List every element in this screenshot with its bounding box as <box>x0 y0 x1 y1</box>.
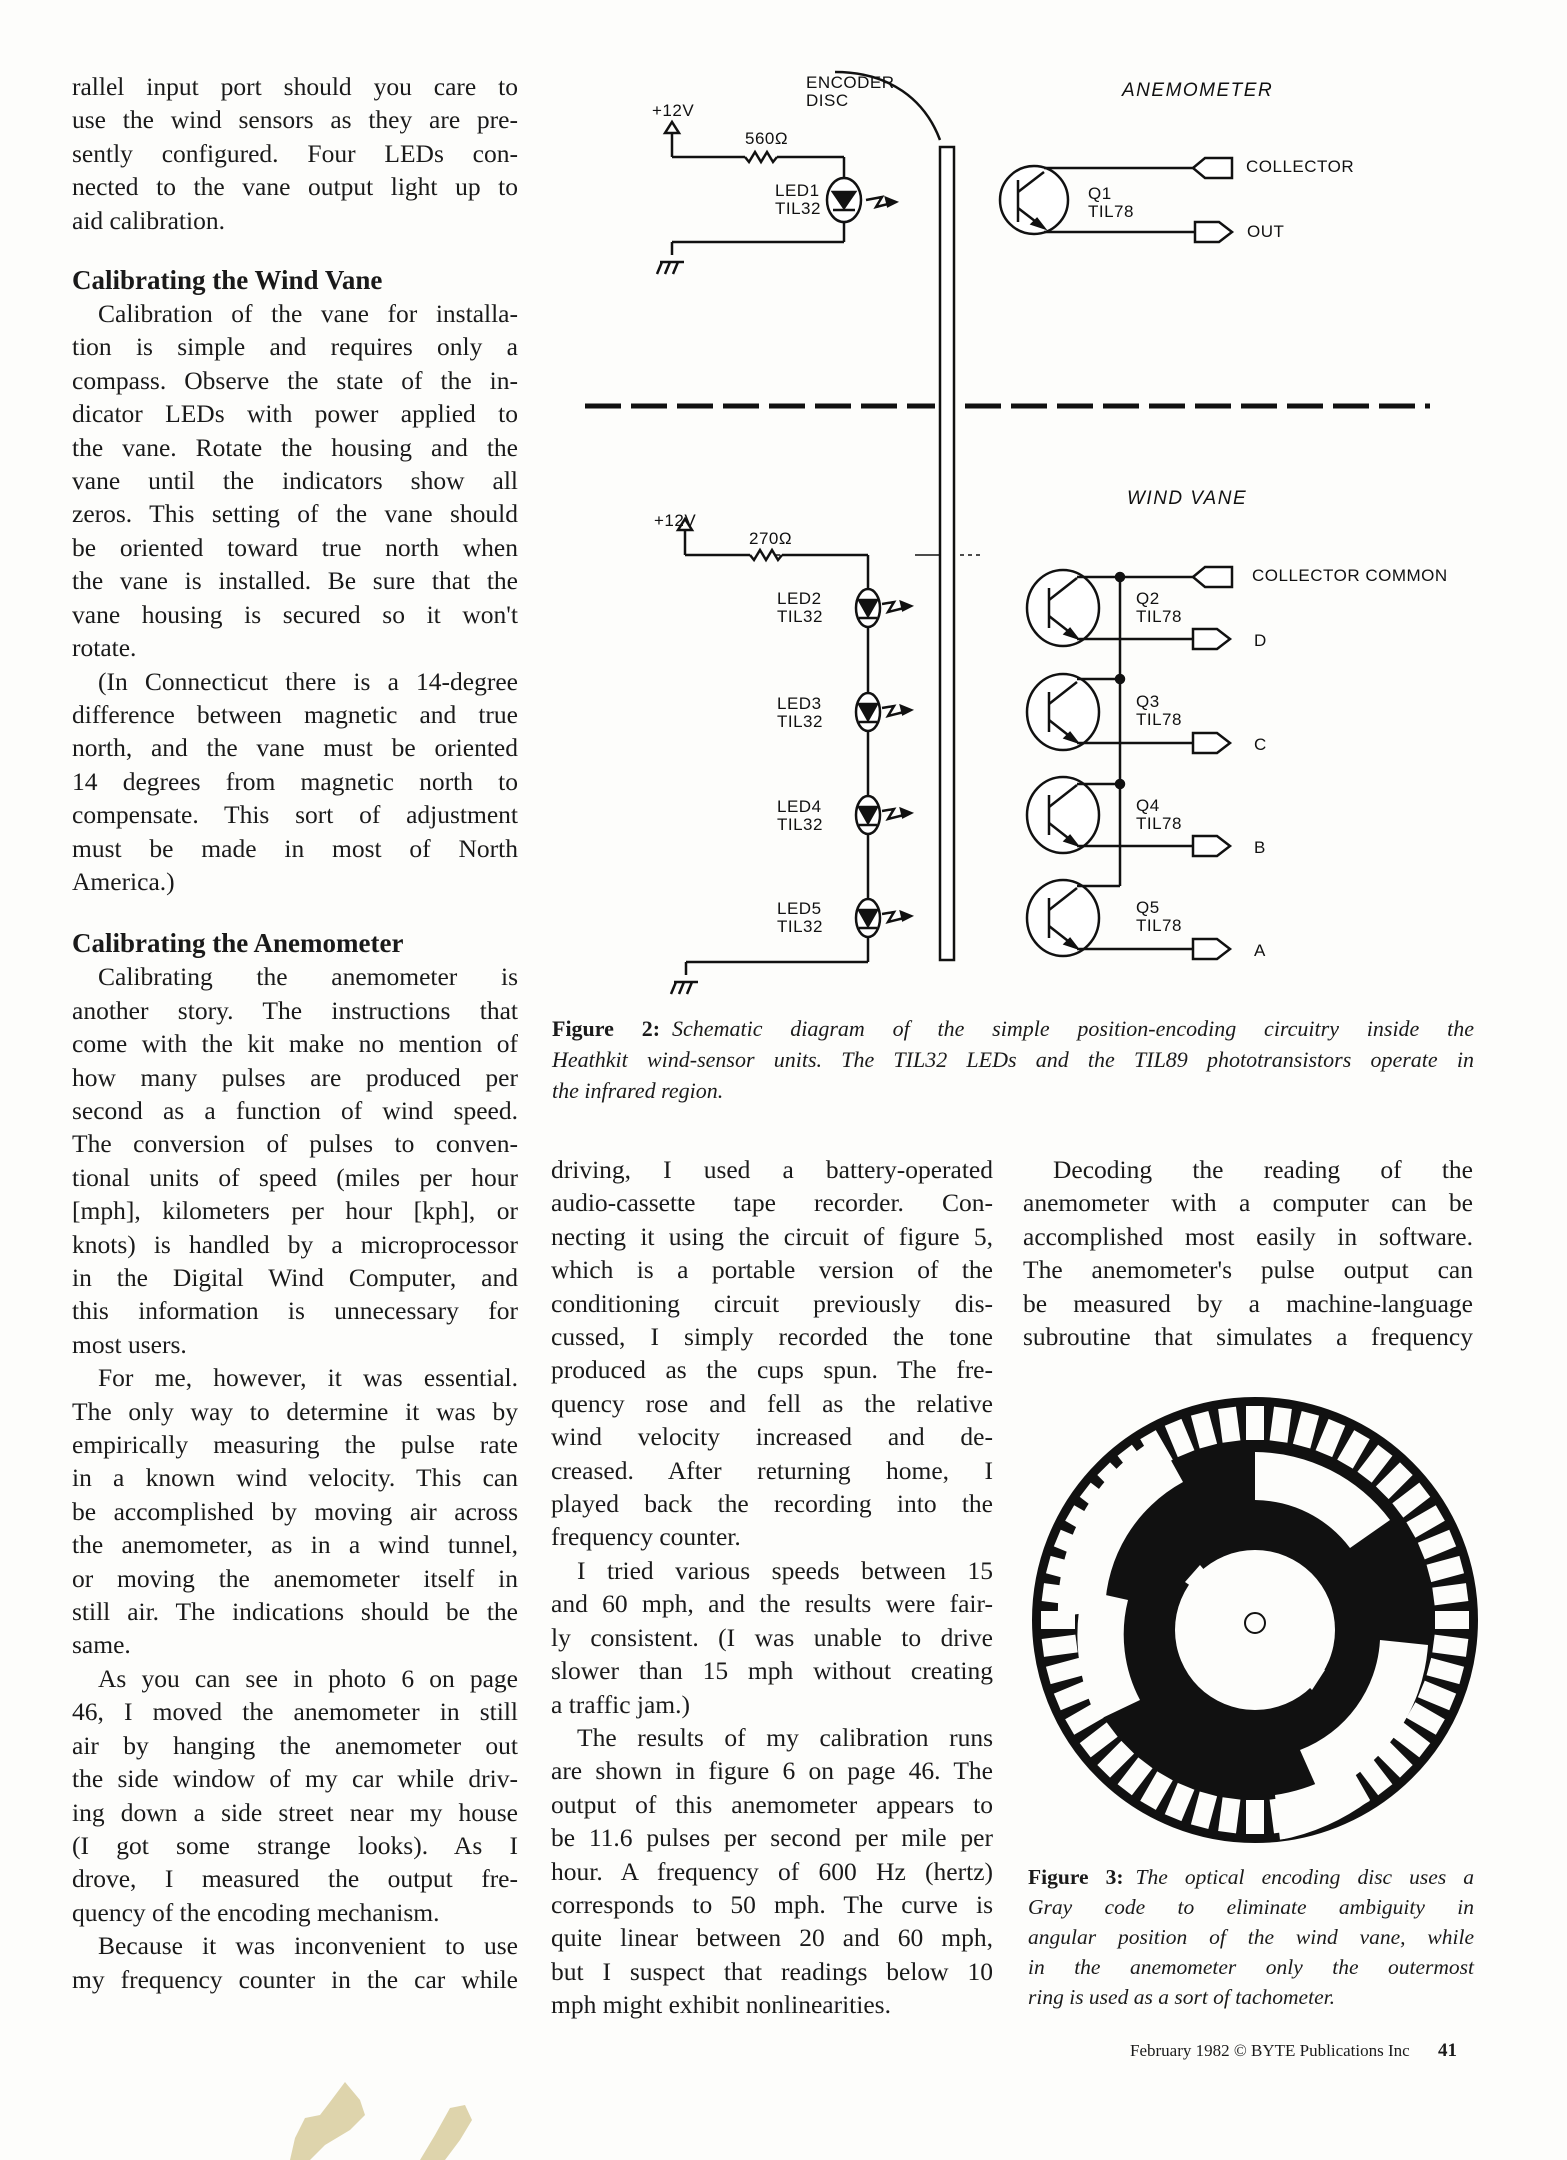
led2-label: LED2 TIL32 <box>777 589 823 626</box>
heading-calibrating-anemometer: Calibrating the Anemometer <box>72 928 404 959</box>
figure-2-caption: Figure 2: Schematic diagram of the simple position-encoding circuitry inside the Heathkit wind-sensor units. The TIL32 LEDs and the TIL89 phototransistors operate in the infrared region. <box>552 1016 1474 1103</box>
page-footer <box>1130 2040 1457 2062</box>
out-terminal-label: OUT <box>1247 222 1285 241</box>
output-c-label: C <box>1254 735 1267 754</box>
output-d-label: D <box>1254 631 1267 650</box>
q4-label: Q4 TIL78 <box>1136 796 1182 833</box>
supply-voltage-label: +12V <box>652 101 695 120</box>
wind-vane-paragraph-1: Calibration of the vane for installa- tion is simple and requires only a compass. Observe the state of the in- dicator LEDs with power applied to the vane. Rotate the housing and the vane until the indicators show all zeros. This setting of the vane should be oriented toward true north when the vane is installed. Be sure that the vane housing is secured so it won't rotate. <box>72 299 518 663</box>
anemometer-paragraph-4: Because it was inconvenient to use my frequency counter in the car while <box>72 1931 518 1994</box>
anemometer-paragraph-1: Calibrating the anemometer is another story. The instructions that come with the kit make no mention of how many pulses are produced per second as a function of wind speed. The conversion of pulses to conven- tional units of speed (miles per hour [mph], kilometers per hour [kph], or knots) is handled by a microprocessor in the Digital Wind Computer, and this information is unnecessary for most users. <box>72 962 518 1359</box>
q2-label: Q2 TIL78 <box>1136 589 1182 626</box>
encoder-disc-bar <box>940 147 954 960</box>
figure-2-schematic <box>0 0 1567 1000</box>
phototransistor-group <box>1027 567 1232 959</box>
encoder-disc-label: ENCODER DISC <box>806 73 895 110</box>
led-group <box>856 589 911 937</box>
right-paragraph-1: Decoding the reading of the anemometer with a computer can be accomplished most easily in software. The anemometer's pulse output can be measured by a machine-language subroutine that simulates a frequency <box>1023 1155 1473 1352</box>
led5-label: LED5 TIL32 <box>777 899 823 936</box>
supply-voltage-label-2: +12V <box>654 511 697 530</box>
wind-vane-section-label: WIND VANE <box>1127 488 1248 509</box>
footer-credit: February 1982 © BYTE Publications Inc <box>1130 2041 1410 2060</box>
q3-label: Q3 TIL78 <box>1136 692 1182 729</box>
led4-label: LED4 TIL32 <box>777 797 823 834</box>
anemometer-section-label: ANEMOMETER <box>1122 80 1274 101</box>
middle-paragraph-1: driving, I used a battery-operated audio-cassette tape recorder. Con- necting it using the circuit of figure 5, which is a portable version of the conditioning circuit previously dis- cussed, I simply recorded the tone produced as the cups spun. The fre- quency rose and fell as the relative wind velocity increased and de- creased. After returning home, I played back the recording into the frequency counter. <box>551 1155 993 1552</box>
wind-vane-paragraph-2: (In Connecticut there is a 14-degree difference between magnetic and true north, and the vane must be oriented 14 degrees from magnetic north to compensate. This sort of adjustment must be made in most of North America.) <box>72 666 518 896</box>
resistor-270-label: 270Ω <box>749 529 793 548</box>
right-column <box>1023 1153 1473 1353</box>
intro-paragraph: rallel input port should you care to use the wind sensors as they are pre- sently configured. Four LEDs con- nected to the vane output light up to aid calibration. <box>72 72 518 235</box>
figure-3-caption: Figure 3: The optical encoding disc uses a Gray code to eliminate ambiguity in angular position of the wind vane, while in the anemometer only the outermost ring is used as a sort of tachometer. <box>1028 1865 1475 2009</box>
led3-label: LED3 TIL32 <box>777 694 823 731</box>
torn-paper-artifact <box>250 2060 550 2160</box>
led1-label: LED1 TIL32 <box>775 181 821 218</box>
anemometer-paragraph-3: As you can see in photo 6 on page 46, I moved the anemometer in still air by hanging the anemometer out the side window of my car while driv- ing down a side street near my house (I got some strange looks). As I drove, I measured the output fre- quency of the encoding mechanism. <box>72 1663 518 1927</box>
resistor-560-label: 560Ω <box>745 129 789 148</box>
output-b-label: B <box>1254 838 1266 857</box>
anemometer-paragraph-2: For me, however, it was essential. The only way to determine it was by empirically measuring the pulse rate in a known wind velocity. This can be accomplished by moving air across the anemometer, as in a wind tunnel, or moving the anemometer itself in still air. The indications should be the same. <box>72 1363 518 1660</box>
collector-terminal-label: COLLECTOR <box>1246 157 1355 176</box>
q5-label: Q5 TIL78 <box>1136 898 1182 935</box>
collector-common-label: COLLECTOR COMMON <box>1252 566 1448 585</box>
middle-paragraph-2: I tried various speeds between 15 and 60 mph, and the results were fair- ly consistent. (I was unable to drive slower than 15 mph without creating a traffic jam.) <box>551 1555 993 1719</box>
middle-paragraph-3: The results of my calibration runs are shown in figure 6 on page 46. The output of this anemometer appears to be 11.6 pulses per second per mile per hour. A frequency of 600 Hz (hertz) corresponds to 50 mph. The curve is quite linear between 20 and 60 mph, but I suspect that readings below 10 mph might exhibit nonlinearities. <box>551 1722 993 2020</box>
middle-column <box>551 1153 993 2022</box>
output-a-label: A <box>1254 941 1266 960</box>
q1-label: Q1 TIL78 <box>1088 184 1134 221</box>
page-number: 41 <box>1437 2040 1457 2061</box>
heading-calibrating-wind-vane: Calibrating the Wind Vane <box>72 265 383 296</box>
